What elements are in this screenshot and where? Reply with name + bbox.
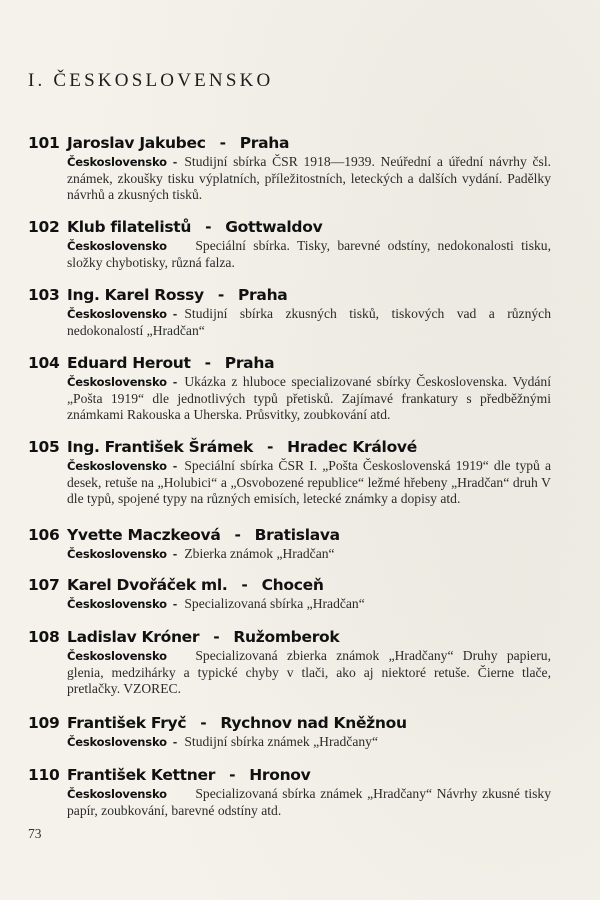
country-separator: - xyxy=(172,736,178,749)
entry-description: Speciální sbírka. Tisky, barevné odstíny, nedokonalosti tisku, složky chybotisky, různá falza. xyxy=(67,238,551,270)
entry-heading xyxy=(28,133,558,153)
entry-description: Studijní sbírka ČSR 1918—1939. Neúřední a úřední návrhy čsl. známek, zkoušky tisku výplatních, příležitostních, leteckých a dalších vydání. Padělky návrhů a zkusných tisků. xyxy=(67,154,551,202)
exhibitor-city: Praha xyxy=(239,134,290,152)
country-separator: - xyxy=(172,460,178,473)
entry-description-block xyxy=(67,648,551,697)
heading-dash: - xyxy=(229,766,236,784)
exhibitor-city: Gottwaldov xyxy=(225,218,323,236)
entry-heading xyxy=(28,525,558,545)
heading-dash: - xyxy=(219,134,226,152)
exhibitor-name: Eduard Herout xyxy=(67,354,191,372)
entry-description: Specializovaná zbierka známok „Hradčany“ Druhy papieru, glenia, medzihárky a typické chyby v tlači, ako aj niektoré retuše. Čierne tlače, pretlačky. VZOREC. xyxy=(67,648,551,696)
exhibitor-city: Choceň xyxy=(261,576,324,594)
entry-number: 110 xyxy=(28,766,60,784)
heading-dash: - xyxy=(241,576,248,594)
exhibitor-list xyxy=(28,133,558,819)
exhibitor-name: František Fryč xyxy=(67,714,187,732)
entry-country: Československo xyxy=(67,155,167,169)
heading-dash: - xyxy=(267,438,274,456)
exhibitor-city: Rychnov nad Kněžnou xyxy=(220,714,407,732)
entry-number: 107 xyxy=(28,576,60,594)
entry-number: 104 xyxy=(28,354,60,372)
entry-heading xyxy=(28,285,558,305)
entry-description-block xyxy=(67,238,551,271)
entry-heading xyxy=(28,437,558,457)
heading-dash: - xyxy=(234,526,241,544)
entry-country: Československo xyxy=(67,375,167,389)
country-separator: - xyxy=(172,598,178,611)
exhibitor-city: Hronov xyxy=(249,766,311,784)
exhibitor-name: Ladislav Króner xyxy=(67,628,200,646)
exhibitor-entry-109 xyxy=(28,713,558,751)
entry-country: Československo xyxy=(67,787,167,801)
exhibitor-city: Ružomberok xyxy=(233,628,340,646)
exhibitor-name: Karel Dvořáček ml. xyxy=(67,576,228,594)
heading-dash: - xyxy=(200,714,207,732)
entry-heading xyxy=(28,765,558,785)
entry-country: Československo xyxy=(67,735,167,749)
exhibitor-entry-102 xyxy=(28,217,558,271)
entry-country: Československo xyxy=(67,597,167,611)
exhibitor-entry-104 xyxy=(28,353,558,423)
entry-description-block xyxy=(67,596,551,613)
entry-description: Specializovaná sbírka „Hradčan“ xyxy=(184,596,365,611)
entry-heading xyxy=(28,353,558,373)
entry-heading xyxy=(28,627,558,647)
entry-number: 109 xyxy=(28,714,60,732)
entry-description-block xyxy=(67,374,551,423)
exhibitor-name: Yvette Maczkeová xyxy=(67,526,221,544)
entry-country: Československo xyxy=(67,307,167,321)
exhibitor-city: Bratislava xyxy=(254,526,340,544)
exhibitor-name: František Kettner xyxy=(67,766,216,784)
page-number: 73 xyxy=(28,826,42,841)
entry-country: Československo xyxy=(67,239,167,253)
heading-dash: - xyxy=(213,628,220,646)
entry-description-block xyxy=(67,546,551,563)
exhibitor-city: Praha xyxy=(238,286,288,304)
exhibitor-name: Ing. František Šrámek xyxy=(67,438,254,456)
country-separator: - xyxy=(172,308,178,321)
heading-dash: - xyxy=(217,286,224,304)
entry-country: Československo xyxy=(67,649,167,663)
exhibitor-city: Hradec Králové xyxy=(287,438,417,456)
entry-heading xyxy=(28,575,558,595)
entry-description-block xyxy=(67,734,551,751)
section-title: I. ČESKOSLOVENSKO xyxy=(28,70,274,91)
country-separator: - xyxy=(172,156,178,169)
exhibitor-entry-108 xyxy=(28,627,558,697)
entry-number: 102 xyxy=(28,218,60,236)
entry-description-block xyxy=(67,154,551,203)
entry-country: Československo xyxy=(67,547,167,561)
exhibitor-city: Praha xyxy=(224,354,275,372)
entry-description: Ukázka z hluboce specializované sbírky Československa. Vydání „Pošta 1919“ dle jednotlivých typů přetisků. Zajímavé frankatury s předběžnými známkami Rakouska a Uherska. Průsvitky, zoubkování atd. xyxy=(67,374,551,422)
exhibitor-entry-101 xyxy=(28,133,558,203)
exhibitor-name: Jaroslav Jakubec xyxy=(67,134,206,152)
entry-country: Československo xyxy=(67,459,167,473)
entry-number: 108 xyxy=(28,628,60,646)
entry-number: 105 xyxy=(28,438,60,456)
entry-description-block xyxy=(67,458,551,507)
entry-number: 106 xyxy=(28,526,60,544)
exhibitor-name: Klub filatelistů xyxy=(67,218,192,236)
exhibitor-entry-107 xyxy=(28,575,558,613)
exhibitor-entry-110 xyxy=(28,765,558,819)
entry-description: Studijní sbírka známek „Hradčany“ xyxy=(184,734,379,749)
heading-dash: - xyxy=(204,354,211,372)
entry-description-block xyxy=(67,306,551,339)
entry-description-block xyxy=(67,786,551,819)
entry-heading xyxy=(28,713,558,733)
exhibitor-entry-106 xyxy=(28,525,558,563)
entry-description: Zbierka známok „Hradčan“ xyxy=(184,546,335,561)
entry-number: 103 xyxy=(28,286,60,304)
exhibitor-entry-105 xyxy=(28,437,558,507)
entry-number: 101 xyxy=(28,134,60,152)
entry-description: Studijní sbírka zkusných tisků, tiskových vad a různých nedokonalostí „Hradčan“ xyxy=(67,306,551,338)
exhibitor-name: Ing. Karel Rossy xyxy=(67,286,204,304)
entry-description: Specializovaná sbírka známek „Hradčany“ Návrhy zkusné tisky papír, zoubkování, barevné odstíny atd. xyxy=(67,786,551,818)
entry-heading xyxy=(28,217,558,237)
entry-description: Speciální sbírka ČSR I. „Pošta Československá 1919“ dle typů a desek, retuše na „Holubici“ a „Osvobozené republice“ ležmé hřebeny „Hradčan“ druh V dle typů, spojené typy na různých emisích, letecké známky a dopisy atd. xyxy=(67,458,551,506)
country-separator: - xyxy=(172,376,178,389)
heading-dash: - xyxy=(205,218,212,236)
exhibitor-entry-103 xyxy=(28,285,558,339)
country-separator: - xyxy=(172,548,178,561)
